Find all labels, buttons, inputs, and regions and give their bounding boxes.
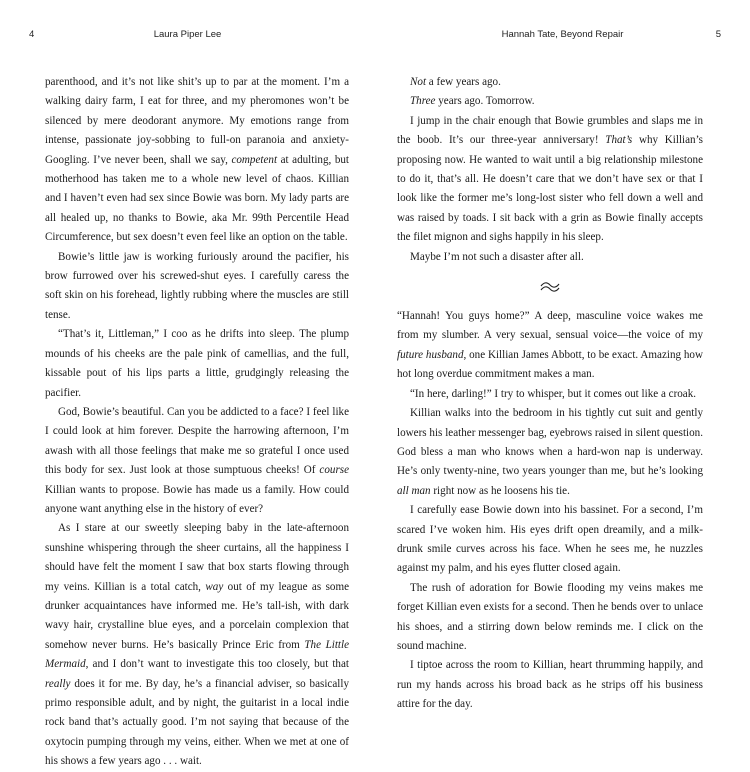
text-run: The rush of adoration for Bowie flooding my veins makes me forget Killian even exists for a second. Then he bends over to unlace his shoes, and a stirring down below reminds me. I click on the sound machine. (397, 581, 703, 652)
text-run: “Hannah! You guys home?” A deep, masculine voice wakes me from my slumber. A very sexual, sensual voice—the voice of my (397, 310, 703, 342)
italic-text: way (205, 580, 224, 593)
right-running-head: Hannah Tate, Beyond Repair (501, 29, 624, 40)
text-run: I carefully ease Bowie down into his bassinet. For a second, I’m scared I’ve woken him. His eyes drift open dreamily, and a milk-drunk smile curves across his face. When he sees me, he nuzzles against my palm, and his eyes flutter closed again. (397, 504, 703, 575)
italic-text: That’s (605, 134, 633, 147)
left-page-number: 4 (29, 29, 35, 40)
paragraph (45, 403, 349, 519)
text-run: As I stare at our sweetly sleeping baby in the late-afternoon sunshine whispering through the sheer curtains, all the happiness I should have felt the moment I saw that box starts flowing through my veins. Killian is a total catch, (45, 522, 349, 593)
left-running-header (0, 29, 375, 43)
right-paragraphs-after-break (397, 307, 703, 715)
italic-text: future husband (397, 348, 464, 361)
paragraph (397, 248, 703, 267)
italic-text: Three (410, 95, 436, 108)
text-run: Bowie’s little jaw is working furiously around the pacifier, his brow furrowed over his screwed-shut eyes. I carefully caress the soft skin on his forehead, lightly rubbing where the muscles are still tense. (45, 250, 349, 321)
text-run: “That’s it, Littleman,” I coo as he drifts into sleep. The plump mounds of his cheeks are the pale pink of camellias, and the full, kissable pout of his lips parts a little, grudgingly releasing the pacifier. (45, 328, 349, 399)
text-run: out of my league as some drunker acquaintances have informed me. He’s tall-ish, with dark wavy hair, crystalline blue eyes, and a porcelain complexion that somehow never burns. He’s basically Prince Eric from (45, 580, 349, 651)
italic-text: Not (410, 76, 427, 88)
text-run: at adulting, but motherhood has taken me to a whole new level of chaos. Killian and I haven’t even had sex since Bowie was born. My lady parts are all healed up, no thanks to Bowie, aka Mr. 99th Percentile Head Circumference, but sex doesn’t even feel like an option on the table. (45, 153, 349, 244)
paragraph (45, 325, 349, 403)
text-run: a few years ago. (426, 76, 501, 88)
paragraph (45, 248, 349, 326)
paragraph (397, 579, 703, 657)
paragraph (397, 307, 703, 385)
italic-text: course (319, 464, 349, 477)
text-run: Killian wants to propose. Bowie has made us a family. How could anyone want anything else in the history of ever? (45, 483, 349, 515)
paragraph (397, 112, 703, 248)
text-run: God, Bowie’s beautiful. Can you be addicted to a face? I feel like I could look at him forever. Despite the harrowing afternoon, I’m awash with all those feelings that make me so grateful I once used this body for sex. Just look at those sumptuous cheeks! Of (45, 405, 349, 477)
text-run: parenthood, and it’s not like shit’s up to par at the moment. I’m a walking dairy farm, I eat for three, and my pheromones won’t be silenced by mere deodorant anymore. My emotions range from intense, passionate joy-sobbing to full-on paranoia and anxiety-Googling. I’ve never been, shall we say, (45, 76, 349, 166)
right-page (375, 0, 750, 711)
paragraph (45, 519, 349, 771)
italic-text: all man (397, 484, 431, 497)
paragraph (45, 73, 349, 248)
right-running-header (375, 29, 750, 43)
text-run: I jump in the chair enough that Bowie grumbles and slaps me in the boob. It’s our three-year anniversary! (397, 114, 703, 147)
paragraph (397, 92, 703, 111)
paragraph (397, 656, 703, 714)
text-run: years ago. Tomorrow. (435, 95, 535, 108)
text-run: Maybe I’m not such a disaster after all. (410, 250, 584, 263)
text-run: “In here, darling!” I try to whisper, but it comes out like a croak. (410, 387, 697, 400)
italic-text: The Little Mermaid (45, 638, 349, 671)
section-break (397, 267, 703, 307)
italic-text: really (45, 677, 71, 690)
text-run: why Killian’s proposing now. He wanted to wait until a big relationship milestone to do it, that’s all. He doesn’t care that we don’t have sex or that I look like the former me’s long-lost sister who fell down a well and was raised by toads. I sit back with a grin as Bowie finally accepts the filet mignon and sighs happily in his sleep. (397, 134, 703, 244)
left-page (0, 0, 375, 768)
left-running-head: Laura Piper Lee (153, 29, 222, 40)
right-page-number: 5 (715, 29, 721, 40)
text-run: does it for me. By day, he’s a financial adviser, so basically primo responsible adult, and by night, the guitarist in a local indie rock band that’s actually good. I’m not saying that because of the oxytocin pumping through my veins, either. When we met at one of his shows a few years ago . . . wait. (45, 677, 349, 768)
paragraph (397, 385, 703, 404)
text-run: , one Killian James Abbott, to be exact. Amazing how hot long overdue commitment makes a man. (397, 348, 703, 381)
right-page-body (397, 73, 703, 715)
right-paragraphs-before-break (397, 73, 703, 267)
paragraph (397, 73, 703, 92)
text-run: I tiptoe across the room to Killian, heart thrumming happily, and run my hands across his broad back as he strips off his business attire for the day. (397, 659, 703, 711)
italic-text: competent (231, 153, 278, 166)
paragraph (397, 404, 703, 501)
text-run: Killian walks into the bedroom in his tightly cut suit and gently lowers his leather messenger bag, eyebrows raised in silent question. God bless a man who knows when a hard-won nap is underway. He’s only twenty-nine, two years younger than me, but he’s looking (397, 407, 703, 478)
text-run: , and I don’t want to investigate this too closely, but that (85, 658, 349, 671)
left-page-body (45, 73, 349, 772)
tilde-ornament-icon (539, 281, 561, 293)
text-run: right now as he loosens his tie. (430, 484, 570, 497)
paragraph (397, 501, 703, 579)
